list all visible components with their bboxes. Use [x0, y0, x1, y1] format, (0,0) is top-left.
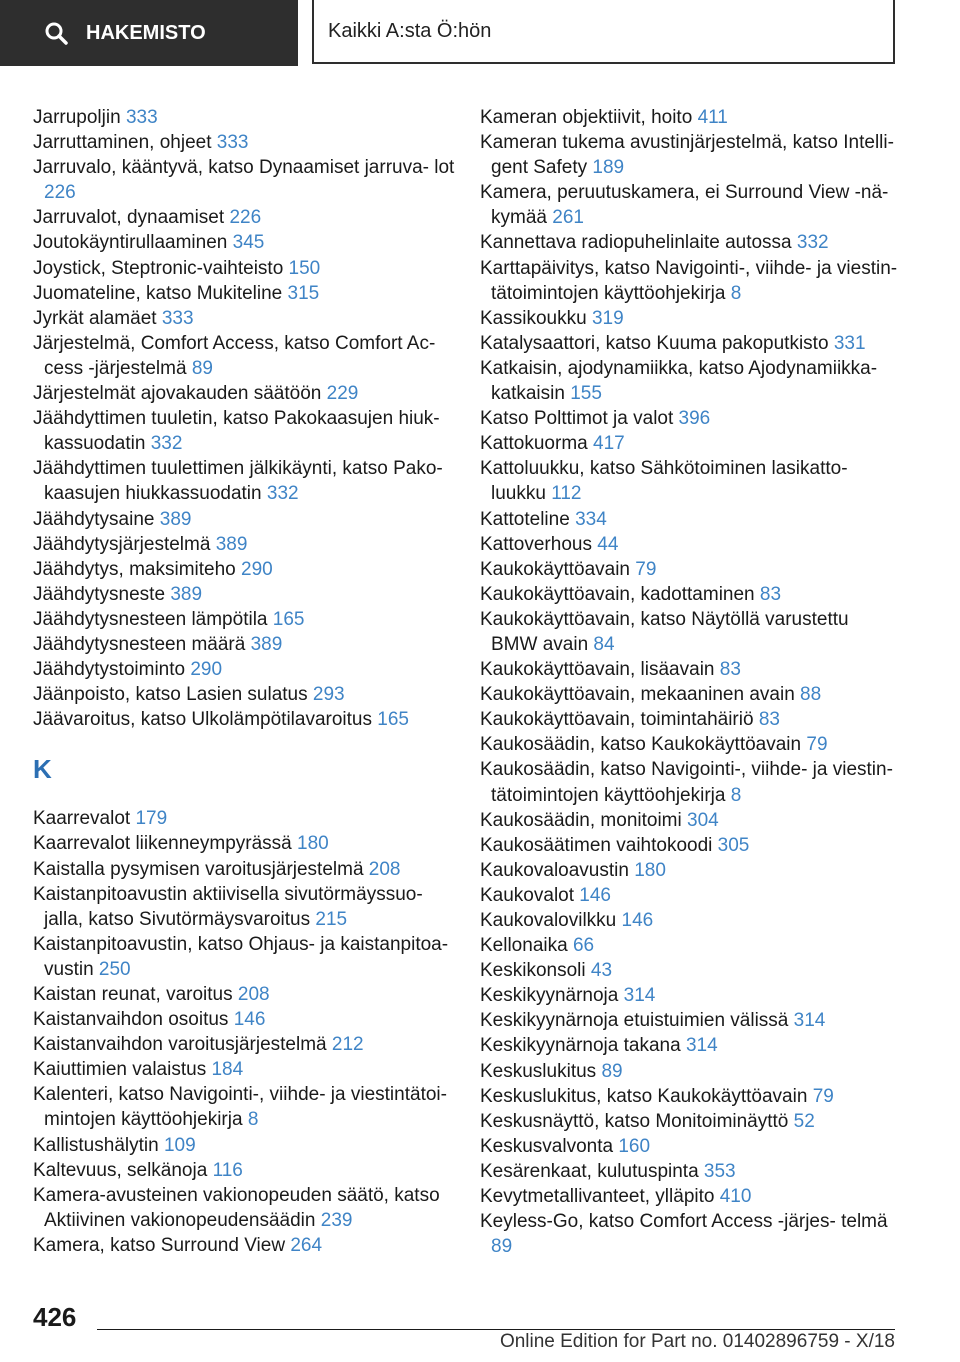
entry-text: Kaistanpitoavustin aktiivisella sivutörmäyssuo‐ jalla, katso Sivutörmäysvaroitus — [33, 883, 423, 930]
page-link[interactable]: 146 — [579, 884, 611, 906]
index-entry — [33, 456, 463, 506]
entry-text: Kalenteri, katso Navigointi-, viihde- ja viestintätoi‐ mintojen käyttöohjekirja — [33, 1084, 447, 1131]
entry-text: Kaukovalot — [480, 884, 575, 906]
index-list-j — [33, 105, 463, 732]
index-entry — [480, 431, 900, 456]
entry-text: Kaukosäädin, monitoimi — [480, 809, 682, 831]
entry-text: Kamera, katso Surround View — [33, 1234, 286, 1256]
index-entry — [33, 532, 463, 557]
entry-text: Keskuslukitus — [480, 1060, 597, 1082]
index-entry — [33, 557, 463, 582]
entry-text: Keskikyynärnoja etuistuimien välissä — [480, 1010, 789, 1032]
index-entry — [480, 1033, 900, 1058]
page-link[interactable]: 417 — [593, 433, 625, 455]
index-entry — [33, 205, 463, 230]
entry-text: Katalysaattori, katso Kuuma pakoputkisto — [480, 332, 829, 354]
page-link[interactable]: 410 — [719, 1186, 752, 1208]
entry-text: Jäähdytysnesteen lämpötila — [33, 608, 268, 630]
entry-text: Kevytmetallivanteet, ylläpito — [480, 1186, 715, 1208]
page-link[interactable]: 215 — [315, 908, 348, 930]
entry-text: Kaistanpitoavustin, katso Ohjaus- ja kaistanpitoa‐ vustin — [33, 933, 449, 980]
index-entry — [33, 230, 463, 255]
page-link[interactable]: 314 — [623, 985, 656, 1007]
page-link[interactable]: 89 — [191, 357, 213, 379]
page-link[interactable]: 83 — [759, 583, 782, 605]
page-link[interactable]: 411 — [697, 107, 728, 128]
entry-text: Kaiuttimien valaistus — [33, 1059, 207, 1081]
entry-text: Kesärenkaat, kulutuspinta — [480, 1160, 699, 1182]
entry-text: Kannettava radiopuhelinlaite autossa — [480, 232, 792, 254]
page-link[interactable]: 315 — [287, 282, 320, 304]
entry-text: Kaukokäyttöavain — [480, 558, 630, 580]
page-link[interactable]: 208 — [237, 984, 270, 1005]
page-link[interactable]: 212 — [331, 1034, 364, 1056]
page-link[interactable]: 52 — [793, 1110, 815, 1132]
entry-text: Keskikyynärnoja takana — [480, 1035, 681, 1057]
page-link[interactable]: 353 — [703, 1160, 736, 1182]
page-link[interactable]: 239 — [320, 1209, 353, 1231]
entry-text: Karttapäivitys, katso Navigointi-, viihde- ja viestin‐ tätoimintojen käyttöohjekirja — [480, 257, 898, 304]
index-entry — [33, 1057, 463, 1082]
entry-text: Jarruvalo, kääntyvä, katso Dynaamiset jarruva‐ lot — [33, 157, 455, 179]
entry-text: Jäähdyttimen tuulettimen jälkikäynti, katso Pako‐ kaasujen hiukkassuodatin — [33, 458, 443, 505]
entry-text: Jäähdyttimen tuuletin, katso Pakokaasujen hiuk‐ kassuodatin — [33, 408, 440, 455]
page-link[interactable]: 208 — [368, 858, 401, 880]
page-link[interactable]: 305 — [717, 834, 750, 856]
index-entry — [33, 707, 463, 732]
page-number: 426 — [33, 1302, 77, 1332]
page-link[interactable]: 396 — [678, 408, 711, 430]
footer-edition: Online Edition for Part no. 01402896759 - X/18 — [499, 1331, 895, 1352]
entry-text: Kaistanvaihdon osoitus — [33, 1009, 229, 1031]
index-entry — [480, 883, 900, 908]
page-link[interactable]: 83 — [719, 659, 741, 681]
page-link[interactable]: 109 — [163, 1134, 196, 1156]
entry-text: Jarrupoljin — [33, 107, 121, 128]
page-link[interactable]: 79 — [635, 558, 657, 580]
page-link[interactable]: 184 — [211, 1059, 244, 1081]
index-entry — [480, 582, 900, 607]
index-entry — [480, 180, 900, 230]
page-link[interactable]: 293 — [312, 684, 345, 706]
page-link[interactable]: 150 — [288, 257, 321, 279]
index-entry — [33, 1233, 463, 1258]
page-link[interactable]: 261 — [552, 207, 584, 229]
index-entry — [480, 1159, 900, 1184]
entry-text: Kamera, peruutuskamera, ei Surround View -nä‐ kymää — [480, 182, 889, 229]
entry-text: Kameran tukema avustinjärjestelmä, katso Intelli‐ gent Safety — [480, 132, 894, 179]
entry-text: Kaukosäädin, katso Kaukokäyttöavain — [480, 734, 802, 756]
entry-text: Jäähdytys, maksimiteho — [33, 558, 236, 580]
index-entry — [480, 507, 900, 532]
page-link[interactable]: 290 — [190, 659, 223, 681]
page-link[interactable]: 89 — [601, 1060, 623, 1082]
section-letter: K — [33, 754, 52, 785]
entry-text: Kaukokäyttöavain, toimintahäiriö — [480, 709, 754, 731]
page-link[interactable]: 389 — [159, 508, 192, 530]
page-link[interactable]: 331 — [833, 332, 866, 354]
index-entry — [33, 982, 463, 1007]
index-entry — [480, 130, 900, 180]
entry-text: Kaarrevalot — [33, 808, 131, 830]
index-entry — [33, 632, 463, 657]
entry-text: Kaukokäyttöavain, mekaaninen avain — [480, 684, 795, 706]
entry-text: Juomateline, katso Mukiteline — [33, 282, 283, 304]
entry-text: Kaarrevalot liikenneympyrässä — [33, 833, 292, 855]
entry-text: Kattoluukku, katso Sähkötoiminen lasikatto‐ luukku — [480, 458, 848, 505]
index-entry — [480, 256, 900, 306]
entry-text: Jäähdytystoiminto — [33, 659, 186, 681]
entry-text: Kaukokäyttöavain, kadottaminen — [480, 583, 755, 605]
page-link[interactable]: 89 — [491, 1236, 513, 1258]
index-entry — [480, 757, 900, 807]
index-entry — [480, 833, 900, 858]
page-link[interactable]: 264 — [290, 1234, 323, 1256]
page-link[interactable]: 79 — [812, 1085, 834, 1107]
index-list-k — [33, 806, 463, 1258]
index-entry — [33, 932, 463, 982]
entry-text: Jäänpoisto, katso Lasien sulatus — [33, 684, 308, 706]
index-entry — [480, 657, 900, 682]
entry-text: Kattoverhous — [480, 533, 592, 555]
entry-text: Kaistan reunat, varoitus — [33, 984, 233, 1005]
index-entry — [33, 607, 463, 632]
page-link[interactable]: 8 — [730, 282, 742, 304]
entry-text: Keskuslukitus, katso Kaukokäyttöavain — [480, 1085, 808, 1107]
index-entry — [33, 582, 463, 607]
index-entry — [480, 682, 900, 707]
page-link[interactable]: 112 — [551, 483, 582, 505]
page-link[interactable]: 332 — [266, 483, 299, 505]
page-link[interactable]: 334 — [575, 508, 607, 530]
index-entry — [480, 607, 900, 657]
page-link[interactable]: 314 — [685, 1035, 718, 1057]
page-link[interactable]: 389 — [250, 633, 283, 655]
index-entry — [33, 1032, 463, 1057]
index-entry — [480, 331, 900, 356]
index-entry — [33, 281, 463, 306]
search-icon — [44, 21, 68, 45]
index-entry — [480, 532, 900, 557]
entry-text: Kattoteline — [480, 508, 570, 530]
index-entry — [480, 808, 900, 833]
index-entry — [33, 1158, 463, 1183]
page-link[interactable]: 79 — [806, 734, 828, 756]
page-link[interactable]: 332 — [796, 232, 829, 254]
index-entry — [480, 230, 900, 255]
page-link[interactable]: 314 — [793, 1010, 826, 1032]
entry-text: Kassikoukku — [480, 307, 587, 329]
index-entry — [33, 682, 463, 707]
entry-text: Joutokäyntirullaaminen — [33, 232, 228, 254]
entry-text: Keyless-Go, katso Comfort Access -järjes‐ telmä — [480, 1211, 888, 1233]
entry-text: Järjestelmät ajovakauden säätöön — [33, 383, 322, 405]
entry-text: Keskusvalvonta — [480, 1135, 614, 1157]
page-link[interactable]: 389 — [170, 583, 203, 605]
index-entry — [33, 806, 463, 831]
index-entry — [33, 657, 463, 682]
index-entry — [33, 857, 463, 882]
index-column-right — [480, 105, 900, 1259]
entry-text: Järjestelmä, Comfort Access, katso Comfort Ac‐ cess -järjestelmä — [33, 332, 436, 379]
page-link[interactable]: 84 — [593, 633, 615, 655]
index-entry — [33, 155, 463, 205]
entry-text: Jäähdytysjärjestelmä — [33, 533, 211, 555]
footer-rule — [97, 1329, 895, 1330]
index-entry — [480, 858, 900, 883]
entry-text: Kaukosäätimen vaihtokoodi — [480, 834, 713, 856]
index-entry — [480, 1008, 900, 1033]
index-entry — [480, 1184, 900, 1209]
page-link[interactable]: 389 — [215, 533, 248, 555]
index-entry — [33, 507, 463, 532]
entry-text: Kaukovalovilkku — [480, 910, 617, 931]
index-entry — [33, 831, 463, 856]
index-entry — [480, 732, 900, 757]
page-link[interactable]: 146 — [233, 1009, 266, 1031]
entry-text: Keskikonsoli — [480, 960, 586, 982]
page-link[interactable]: 189 — [592, 157, 625, 179]
index-entry — [33, 130, 463, 155]
page-link[interactable]: 250 — [98, 958, 131, 980]
page-link[interactable]: 8 — [730, 784, 742, 806]
entry-text: Kaltevuus, selkänoja — [33, 1159, 208, 1181]
index-entry — [480, 356, 900, 406]
page-link[interactable]: 319 — [591, 307, 624, 329]
top-navigation — [0, 0, 960, 68]
index-entry — [480, 105, 900, 130]
entry-text: Keskikyynärnoja — [480, 985, 619, 1007]
page-link[interactable]: 155 — [570, 383, 602, 405]
page-link[interactable]: 333 — [125, 107, 158, 128]
page-link[interactable]: 304 — [687, 809, 719, 831]
index-entry — [33, 306, 463, 331]
page-link[interactable]: 180 — [634, 859, 666, 881]
entry-text: Kaistanvaihdon varoitusjärjestelmä — [33, 1034, 327, 1056]
page-link[interactable]: 179 — [135, 808, 168, 830]
page-link[interactable]: 226 — [44, 182, 76, 204]
entry-text: Kallistushälytin — [33, 1134, 159, 1156]
index-entry — [33, 256, 463, 281]
entry-text: Kameran objektiivit, hoito — [480, 107, 693, 128]
entry-text: Jäävaroitus, katso Ulkolämpötilavaroitus — [33, 709, 372, 731]
entry-text: Kaukokäyttöavain, katso Näytöllä varustettu BMW avain — [480, 608, 849, 655]
index-column-left — [33, 105, 463, 1258]
entry-text: Jyrkät alamäet — [33, 307, 157, 329]
page-link[interactable]: 226 — [229, 207, 262, 229]
index-entry — [33, 882, 463, 932]
index-entry — [33, 1133, 463, 1158]
page-link[interactable]: 160 — [618, 1135, 651, 1157]
index-tab-label: HAKEMISTO — [86, 21, 206, 44]
entry-text: Joystick, Steptronic-vaihteisto — [33, 257, 284, 279]
index-entry — [480, 933, 900, 958]
page-link[interactable]: 83 — [758, 709, 780, 731]
index-list-right — [480, 105, 900, 1259]
page-link[interactable]: 290 — [241, 558, 273, 580]
entry-text: Keskusnäyttö, katso Monitoiminäyttö — [480, 1110, 789, 1132]
entry-text: Kellonaika — [480, 935, 568, 957]
entry-text: Jäähdytysneste — [33, 583, 166, 605]
page-link[interactable]: 66 — [572, 935, 595, 957]
page-link[interactable]: 8 — [247, 1109, 259, 1131]
entry-text: Kaistalla pysymisen varoitusjärjestelmä — [33, 858, 364, 880]
index-entry — [480, 908, 900, 933]
index-entry — [480, 983, 900, 1008]
index-entry — [480, 1059, 900, 1084]
entry-text: Kaukokäyttöavain, lisäavain — [480, 659, 715, 681]
page-link[interactable]: 333 — [161, 307, 194, 329]
index-entry — [480, 1109, 900, 1134]
index-tab[interactable] — [0, 0, 298, 66]
entry-text: Katso Polttimot ja valot — [480, 408, 674, 430]
entry-text: Katkaisin, ajodynamiikka, katso Ajodynamiikka‐ katkaisin — [480, 357, 878, 405]
index-entry — [480, 1084, 900, 1109]
page-link[interactable]: 229 — [326, 383, 359, 405]
index-entry — [480, 456, 900, 506]
index-entry — [33, 381, 463, 406]
entry-text: Kaukovaloavustin — [480, 859, 629, 881]
page-link[interactable]: 345 — [232, 232, 265, 254]
section-tab[interactable] — [312, 0, 895, 64]
entry-text: Jarruttaminen, ohjeet — [33, 132, 212, 154]
index-entry — [480, 306, 900, 331]
entry-text: Kaukosäädin, katso Navigointi-, viihde- ja viestin‐ tätoimintojen käyttöohjekirja — [480, 759, 893, 806]
section-tab-label: Kaikki A:sta Ö:hön — [328, 19, 492, 42]
page-link[interactable]: 146 — [621, 910, 654, 931]
index-entry — [480, 557, 900, 582]
index-entry — [33, 105, 463, 130]
index-entry — [33, 1183, 463, 1233]
index-entry — [480, 406, 900, 431]
page-link[interactable]: 44 — [597, 533, 619, 555]
entry-text: Jäähdytysaine — [33, 508, 155, 530]
index-entry — [480, 958, 900, 983]
entry-text: Kamera-avusteinen vakionopeuden säätö, katso Aktiivinen vakionopeudensäädin — [33, 1184, 440, 1231]
index-entry — [33, 1082, 463, 1132]
page-link[interactable]: 332 — [150, 433, 183, 455]
index-entry — [33, 331, 463, 381]
page-link[interactable]: 180 — [297, 833, 329, 855]
entry-text: Jarruvalot, dynaamiset — [33, 207, 225, 229]
page-link[interactable]: 165 — [272, 608, 305, 630]
page-link[interactable]: 165 — [377, 709, 409, 731]
entry-text: Jäähdytysnesteen määrä — [33, 633, 246, 655]
index-entry — [33, 1007, 463, 1032]
entry-text: Kattokuorma — [480, 433, 588, 455]
page-link[interactable]: 88 — [800, 684, 822, 706]
page-link[interactable]: 116 — [212, 1159, 243, 1181]
page-link[interactable]: 333 — [216, 132, 249, 154]
index-entry — [480, 707, 900, 732]
index-entry — [480, 1134, 900, 1159]
page-link[interactable]: 43 — [590, 960, 613, 982]
index-entry — [480, 1209, 900, 1259]
index-entry — [33, 406, 463, 456]
